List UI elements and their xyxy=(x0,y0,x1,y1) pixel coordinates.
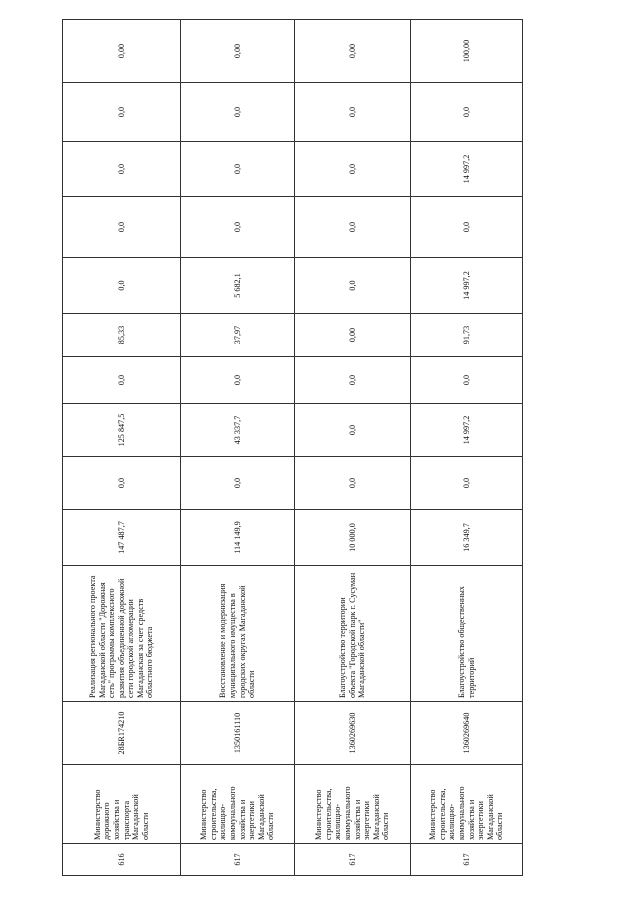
organization-cell: Министерство строительства, жилищно-коммунального хозяйства и энергетики Магаданской области xyxy=(411,765,523,844)
value-cell: 0,00 xyxy=(181,20,295,83)
organization-cell: Министерство дорожного хозяйства и транспорта Магаданской области xyxy=(63,765,181,844)
value-cell: 125 847,5 xyxy=(63,404,181,457)
value-cell: 43 337,7 xyxy=(181,404,295,457)
value-cell: 0,0 xyxy=(63,142,181,197)
value-cell: 0,00 xyxy=(63,20,181,83)
table-row xyxy=(63,20,181,876)
value-cell: 14 997,2 xyxy=(411,258,523,314)
value-cell: 0,0 xyxy=(295,258,411,314)
value-cell: 0,0 xyxy=(295,357,411,404)
value-cell: 0,0 xyxy=(63,457,181,510)
value-cell: 0,0 xyxy=(411,83,523,142)
value-cell: 5 682,1 xyxy=(181,258,295,314)
value-cell: 0,0 xyxy=(181,457,295,510)
value-cell: 0,00 xyxy=(295,20,411,83)
description-cell: Восстановление и модернизация муниципального имущества в городских округах Магаданской области xyxy=(181,566,295,702)
value-cell: 100,00 xyxy=(411,20,523,83)
value-cell: 37,97 xyxy=(181,314,295,357)
budget-code-cell: 1360269640 xyxy=(411,702,523,765)
value-cell: 85,33 xyxy=(63,314,181,357)
value-cell: 16 349,7 xyxy=(411,510,523,566)
value-cell: 0,0 xyxy=(63,357,181,404)
value-cell: 0,0 xyxy=(181,83,295,142)
description-cell: Благоустройство общественных территорий xyxy=(411,566,523,702)
table-row xyxy=(295,20,411,876)
budget-code-cell: 1360269630 xyxy=(295,702,411,765)
row-number-cell: 617 xyxy=(181,844,295,876)
value-cell: 0,00 xyxy=(295,314,411,357)
value-cell: 91,73 xyxy=(411,314,523,357)
value-cell: 0,0 xyxy=(63,197,181,258)
table-row xyxy=(411,20,523,876)
value-cell: 0,0 xyxy=(295,404,411,457)
budget-code-cell: 1350161110 xyxy=(181,702,295,765)
value-cell: 0,0 xyxy=(295,197,411,258)
value-cell: 0,0 xyxy=(411,197,523,258)
value-cell: 14 997,2 xyxy=(411,142,523,197)
budget-execution-table xyxy=(62,19,523,876)
value-cell: 0,0 xyxy=(295,83,411,142)
value-cell: 114 149,9 xyxy=(181,510,295,566)
row-number-cell: 617 xyxy=(411,844,523,876)
organization-cell: Министерство строительства, жилищно-коммунального хозяйства и энергетики Магаданской области xyxy=(295,765,411,844)
value-cell: 0,0 xyxy=(63,83,181,142)
value-cell: 10 000,0 xyxy=(295,510,411,566)
organization-cell: Министерство строительства, жилищно-коммунального хозяйства и энергетики Магаданской области xyxy=(181,765,295,844)
value-cell: 14 997,2 xyxy=(411,404,523,457)
value-cell: 0,0 xyxy=(295,142,411,197)
value-cell: 0,0 xyxy=(295,457,411,510)
row-number-cell: 616 xyxy=(63,844,181,876)
value-cell: 147 487,7 xyxy=(63,510,181,566)
description-cell: Благоустройство территории объекта "Городской парк г. Сусуман Магаданской области" xyxy=(295,566,411,702)
row-number-cell: 617 xyxy=(295,844,411,876)
budget-code-cell: 28БR174210 xyxy=(63,702,181,765)
value-cell: 0,0 xyxy=(411,457,523,510)
value-cell: 0,0 xyxy=(181,197,295,258)
description-cell: Реализация регионального проекта Магаданской области "Дорожная сеть" программы комплексного развития объединенной дорожной сети городской агломерации Магаданская за счет средств областного бюджета xyxy=(63,566,181,702)
value-cell: 0,0 xyxy=(181,357,295,404)
rotated-table-frame xyxy=(62,39,522,876)
table-row xyxy=(181,20,295,876)
value-cell: 0,0 xyxy=(411,357,523,404)
value-cell: 0,0 xyxy=(63,258,181,314)
value-cell: 0,0 xyxy=(181,142,295,197)
